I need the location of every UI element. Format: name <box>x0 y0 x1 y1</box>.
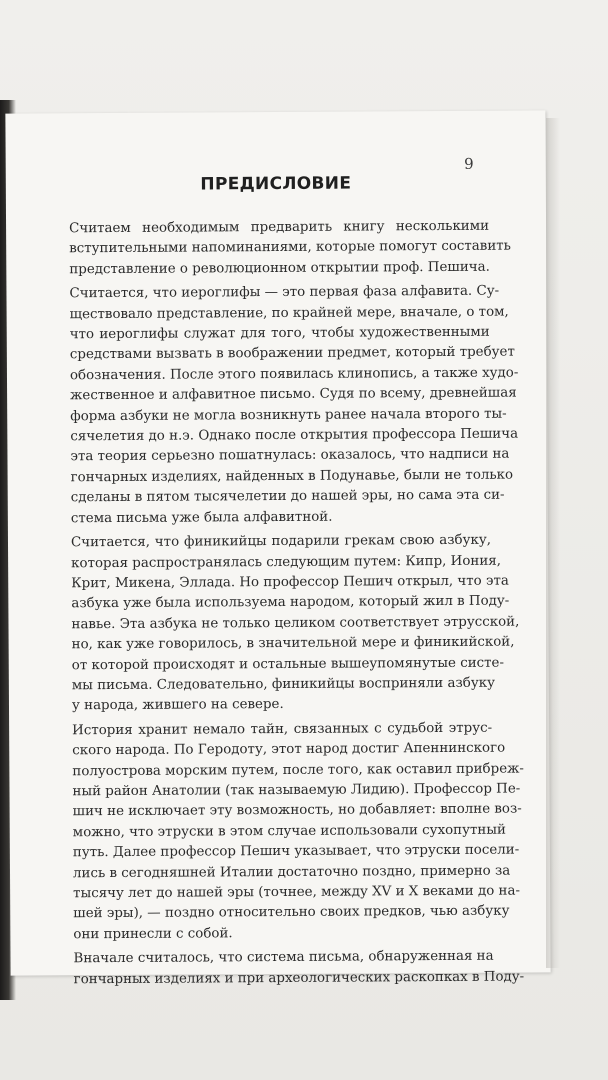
text-line: ный район Анатолии (так называемую Лидию). Профессор Пе- <box>72 781 521 800</box>
text-line: Считаем необходимым предварить книгу несколькими <box>69 218 490 237</box>
paragraph <box>57 217 511 281</box>
text-line: Вначале считалось, что система письма, обнаруженная на <box>73 948 494 967</box>
text-line: представление о революционном открытии проф. Пешича. <box>69 259 490 278</box>
text-line: средствами вызвать в воображении предмет, который требует <box>69 344 515 363</box>
text-line: форма азбуки не могла возникнуть ранее начала второго ты- <box>70 406 507 424</box>
text-line: Считается, что финикийцы подарили грекам свою азбуку, <box>70 532 492 551</box>
text-line: вступительными напоминаниями, которые помогут составить <box>69 238 511 257</box>
page-heading: ПРЕДИСЛОВИЕ <box>200 173 352 195</box>
text-line: сделаны в пятом тысячелетии до нашей эры, но сама эта си- <box>70 487 505 506</box>
text-line: ского народа. По Геродоту, этот народ достиг Апеннинского <box>72 740 506 759</box>
text-line: путь. Далее профессор Пешич указывает, что этруски посели- <box>72 842 520 861</box>
text-line: сячелетия до н.э. Однако после открытия профессора Пешича <box>70 426 519 445</box>
text-line: Крит, Микена, Эллада. Но профессор Пешич открыл, что эта <box>71 573 509 592</box>
text-line: мы письма. Следовательно, финикийцы восприняли азбуку <box>71 675 495 694</box>
text-line: можно, что этруски в этом случае использовали сухопутный <box>72 822 506 841</box>
body-text <box>57 217 525 995</box>
text-line: стема письма уже была алфавитной. <box>70 509 333 526</box>
text-line: у народа, жившего на севере. <box>71 697 284 714</box>
text-line: они принесли с собой. <box>73 926 233 943</box>
text-line: гончарных изделиях, найденных в Подунавье, были не только <box>70 467 514 486</box>
text-line: шей эры), — поздно относительно своих предков, чью азбуку <box>73 903 510 922</box>
text-line: азбука уже была используема народом, который жил в Поду- <box>71 593 510 612</box>
text-line: что иероглифы служат для того, чтобы художественными <box>69 324 490 343</box>
text-line: жественное и алфавитное письмо. Судя по всему, древнейшая <box>70 385 517 404</box>
paragraph <box>60 718 524 945</box>
text-line: эта теория серьезно пошатнулась: оказалось, что надписи на <box>70 447 510 465</box>
text-line: которая распространялась следующим путем: Кипр, Иония, <box>71 553 501 571</box>
book-page <box>5 110 550 987</box>
text-line: навье. Эта азбука не только целиком соответствует этрусской, <box>71 614 520 632</box>
text-line: обозначения. После этого появилась клинопись, а также худо- <box>69 365 519 384</box>
text-line: от которой происходят и остальные вышеупомянутые систе- <box>71 655 505 673</box>
text-line: Считается, что иероглифы — это первая фаза алфавита. Су- <box>69 283 500 302</box>
page-number: 9 <box>464 154 474 173</box>
page-edge-shadow <box>546 118 560 968</box>
text-line: шич не исключает эту возможность, но добавляет: вполне воз- <box>72 801 522 820</box>
text-line: ществовало представление, по крайней мере, вначале, о том, <box>69 304 509 322</box>
paragraph <box>59 531 520 717</box>
text-line: История хранит немало тайн, связанных с судьбой этрус- <box>72 720 493 739</box>
paragraph <box>61 947 525 990</box>
text-line: гончарных изделиях и при археологических раскопках в Поду- <box>73 969 525 987</box>
text-line: тысячу лет до нашей эры (точнее, между XV и X веками до на- <box>73 883 521 902</box>
text-line: но, как уже говорилось, в значительной мере и финикийской, <box>71 634 515 653</box>
text-line: лись в сегодняшней Италии достаточно поздно, примерно за <box>72 863 511 881</box>
paragraph <box>57 282 519 530</box>
text-line: полуострова морским путем, после того, как оставил прибреж- <box>72 761 524 779</box>
